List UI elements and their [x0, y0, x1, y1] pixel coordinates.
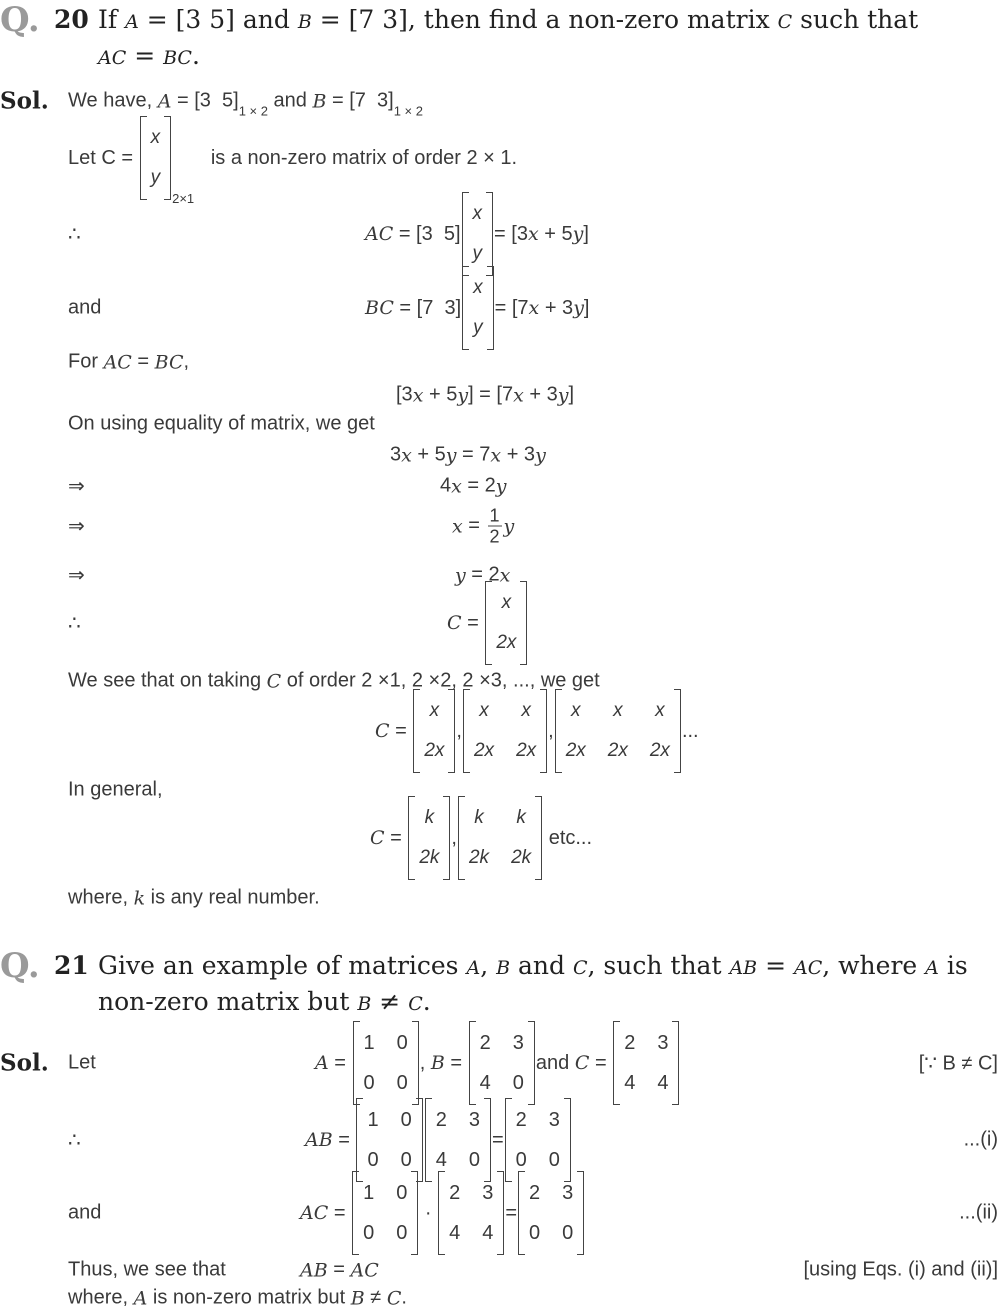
expression: [68, 887, 320, 910]
math-variable: A: [157, 90, 172, 112]
math-text: = [3: [494, 222, 528, 245]
right-bracket: [540, 689, 547, 773]
expression: [68, 116, 518, 206]
math-text: ] = [7: [468, 383, 514, 406]
question-number: 20: [54, 5, 89, 34]
matrix-cell: 4: [435, 1148, 447, 1171]
expression: [365, 266, 589, 350]
matrix-cell: 0: [400, 1108, 412, 1131]
matrix-cell: y: [150, 167, 161, 188]
right-bracket: [484, 1098, 491, 1182]
math-text: of order 2 ×1, 2 ×2, 2 ×3, ..., we get: [281, 669, 600, 692]
math-text: ...: [681, 719, 699, 742]
question-marker: Q.: [0, 0, 40, 40]
question-marker: Q.: [0, 946, 40, 986]
matrix-cells: [620, 1021, 672, 1105]
math-variable: x: [499, 564, 511, 586]
matrix-cell: 0: [468, 1148, 480, 1171]
math-variable: C: [447, 612, 462, 634]
math-variable: y: [457, 384, 469, 406]
math-text: = [7: [494, 296, 529, 319]
math-text: =: [505, 1201, 518, 1224]
matrix-cell: 0: [515, 1148, 527, 1171]
left-bracket: [613, 1021, 620, 1105]
matrix-cell: 2: [479, 1031, 491, 1054]
matrix-cell: 3: [562, 1181, 574, 1204]
equation-note: [using Eqs. (i) and (ii)]: [803, 1258, 998, 1281]
right-bracket: [443, 796, 450, 880]
matrix: [458, 796, 542, 880]
math-variable: A: [315, 1052, 329, 1074]
math-text: ]: [583, 296, 590, 319]
math-variable: C: [370, 827, 385, 849]
matrix-cell: 4: [479, 1071, 491, 1094]
math-text: =: [327, 1258, 351, 1281]
line-label: and: [68, 1201, 102, 1224]
math-variable: AB: [300, 1259, 328, 1281]
left-bracket: [555, 689, 562, 773]
math-text: = [7 3]: [393, 296, 462, 319]
matrix: [425, 1098, 491, 1182]
math-text: ]: [583, 222, 589, 245]
left-bracket: [462, 192, 469, 276]
matrix-cells: [147, 116, 165, 200]
math-text: is non-zero matrix but: [147, 1286, 351, 1309]
math-text: =: [589, 1051, 613, 1074]
math-text: =: [491, 1128, 504, 1151]
question-number: 21: [54, 951, 89, 980]
matrix-cell: x: [613, 700, 623, 721]
matrix-cell: 0: [396, 1221, 408, 1244]
math-text: We see that on taking: [68, 669, 267, 692]
denominator: 2: [489, 526, 500, 547]
left-bracket: [356, 1098, 363, 1182]
matrix: [140, 116, 172, 200]
math-text: =: [328, 1051, 352, 1074]
math-text: = 2: [461, 474, 496, 497]
subscript: 1 × 2: [393, 103, 423, 119]
matrix-cell: 1: [363, 1031, 375, 1054]
matrix-cell: 3: [548, 1108, 560, 1131]
matrix-cells: [562, 689, 674, 773]
math-text: =: [444, 1051, 468, 1074]
math-variable: x: [527, 223, 539, 245]
math-text: = 7: [456, 443, 491, 466]
matrix-cell: 0: [396, 1031, 408, 1054]
matrix-cell: x: [150, 127, 161, 148]
math-text: In general,: [68, 778, 163, 801]
right-bracket: [535, 796, 542, 880]
question-text-line1: Give an example of matrices A, B and C, such that AB = AC, where A is: [98, 951, 968, 980]
right-bracket: [674, 689, 681, 773]
left-bracket: [505, 1098, 512, 1182]
expression: [452, 506, 514, 547]
matrix-cell: 4: [624, 1071, 636, 1094]
line-label: ⇒: [68, 564, 85, 587]
math-variable: y: [445, 444, 457, 466]
math-text: ,: [419, 1051, 431, 1074]
math-text: + 3: [523, 383, 558, 406]
right-bracket: [577, 1171, 584, 1255]
line-label: ∴: [68, 612, 81, 635]
matrix-cell: k: [424, 807, 435, 828]
matrix-cell: x: [479, 700, 489, 721]
math-variable: C: [386, 1287, 402, 1309]
matrix: [462, 192, 494, 276]
math-variable: BC: [365, 297, 394, 319]
expression: [68, 89, 423, 119]
math-variable: y: [572, 223, 584, 245]
expression: [300, 1259, 379, 1282]
math-variable: C: [574, 1052, 590, 1074]
matrix: [352, 1171, 418, 1255]
matrix: [518, 1171, 584, 1255]
matrix-cell: 3: [512, 1031, 524, 1054]
matrix-cell: 1: [363, 1181, 375, 1204]
math-text: + 5: [411, 443, 446, 466]
matrix-cell: 0: [367, 1148, 379, 1171]
matrix-cell: k: [474, 807, 484, 828]
matrix-cell: 0: [363, 1221, 375, 1244]
math-text: ]: [568, 383, 575, 406]
math-text: ,: [451, 826, 457, 849]
matrix-cell: 2k: [419, 847, 440, 868]
line-label: ∴: [68, 1129, 81, 1152]
matrix: [438, 1171, 504, 1255]
math-variable: y: [503, 515, 515, 537]
math-text: ·: [419, 1201, 438, 1224]
math-text: ,: [456, 719, 462, 742]
math-text: = [7 3]: [326, 89, 394, 112]
math-text: where,: [68, 886, 134, 909]
math-variable: B: [312, 90, 327, 112]
math-variable: x: [412, 384, 424, 406]
math-text: ≠: [364, 1286, 387, 1309]
matrix: [408, 796, 450, 880]
expression: [68, 779, 163, 802]
math-variable: x: [452, 515, 463, 537]
left-bracket: [438, 1171, 445, 1255]
expression: [390, 444, 546, 467]
math-text: + 3: [539, 296, 574, 319]
matrix-cell: 0: [396, 1181, 408, 1204]
matrix-cell: 2: [515, 1108, 527, 1131]
line-label: Let: [68, 1051, 96, 1074]
matrix-cell: 2x: [649, 740, 670, 761]
matrix-cell: 1: [367, 1108, 379, 1131]
matrix-cell: 4: [482, 1221, 494, 1244]
math-variable: AC: [365, 223, 394, 245]
matrix-cell: x: [473, 277, 483, 298]
matrix-cell: y: [473, 317, 483, 338]
matrix-cells: [360, 1021, 412, 1105]
math-variable: AB: [305, 1129, 333, 1151]
expression: [396, 384, 574, 407]
expression: [300, 1171, 585, 1255]
left-bracket: [408, 796, 415, 880]
matrix-cell: 2x: [516, 740, 537, 761]
line-label: ∴: [68, 223, 81, 246]
math-text: where,: [68, 1286, 134, 1309]
math-variable: x: [513, 384, 524, 406]
numerator: 1: [489, 505, 500, 526]
math-variable: x: [401, 444, 412, 466]
math-text: =: [131, 350, 155, 373]
matrix-cells: [359, 1171, 411, 1255]
math-text: .: [401, 1286, 407, 1309]
matrix-cell: 4: [657, 1071, 669, 1094]
math-text: + 5: [423, 383, 458, 406]
math-variable: y: [557, 384, 569, 406]
math-variable: y: [455, 564, 466, 586]
right-bracket: [497, 1171, 504, 1255]
right-bracket: [448, 689, 455, 773]
matrix-cell: 0: [396, 1071, 408, 1094]
math-variable: AC: [103, 351, 132, 373]
matrix-cells: [525, 1171, 577, 1255]
math-text: and: [535, 1051, 575, 1074]
math-text: We have,: [68, 89, 158, 112]
math-variable: BC: [154, 351, 184, 373]
right-bracket: [672, 1021, 679, 1105]
left-bracket: [462, 266, 469, 350]
right-bracket: [564, 1098, 571, 1182]
matrix-cell: x: [472, 203, 483, 224]
expression: [68, 413, 375, 436]
math-text: + 3: [501, 443, 536, 466]
math-text: ,: [548, 719, 554, 742]
math-text: For: [68, 350, 104, 373]
matrix-cells: [492, 581, 520, 665]
subscript: 2×1: [172, 191, 195, 206]
matrix-cell: 4: [449, 1221, 461, 1244]
matrix-cell: 2: [435, 1108, 447, 1131]
matrix-cell: 2: [624, 1031, 636, 1054]
line-label: Thus, we see that: [68, 1258, 226, 1281]
matrix: [413, 689, 455, 773]
expression: [305, 1098, 572, 1182]
matrix-cell: 2: [529, 1181, 541, 1204]
matrix-cells: [469, 266, 487, 350]
math-text: =: [332, 1128, 356, 1151]
expression: [375, 689, 699, 773]
left-bracket: [425, 1098, 432, 1182]
matrix-cell: x: [521, 700, 531, 721]
left-bracket: [352, 1171, 359, 1255]
left-bracket: [469, 1021, 476, 1105]
matrix-cells: [470, 689, 540, 773]
equation-note: ...(i): [963, 1128, 998, 1151]
math-text: + 5: [538, 222, 573, 245]
matrix-cell: 2x: [496, 632, 517, 653]
right-bracket: [520, 581, 527, 665]
matrix-cell: 0: [529, 1221, 541, 1244]
right-bracket: [486, 192, 493, 276]
fraction: [488, 506, 502, 547]
matrix-cell: x: [501, 592, 512, 613]
matrix-cells: [469, 192, 487, 276]
left-bracket: [353, 1021, 360, 1105]
matrix-cell: 2k: [511, 847, 532, 868]
matrix-cell: 2x: [607, 740, 628, 761]
matrix: [555, 689, 681, 773]
matrix-cell: 3: [657, 1031, 669, 1054]
question-text-line2: AC = BC.: [98, 41, 200, 70]
left-bracket: [463, 689, 470, 773]
matrix-cells: [465, 796, 535, 880]
matrix: [463, 689, 547, 773]
math-variable: k: [133, 887, 146, 909]
right-bracket: [412, 1021, 419, 1105]
matrix: [356, 1098, 422, 1182]
math-text: is any real number.: [145, 886, 320, 909]
matrix-cells: [476, 1021, 528, 1105]
left-bracket: [140, 116, 147, 200]
math-variable: y: [535, 444, 546, 466]
line-label: and: [68, 296, 102, 319]
matrix-cell: 2k: [468, 847, 490, 868]
expression: [447, 581, 528, 665]
math-text: = [3 5]: [171, 89, 239, 112]
matrix-cell: x: [570, 700, 581, 721]
matrix: [505, 1098, 571, 1182]
matrix-cells: [445, 1171, 497, 1255]
matrix-cell: 0: [400, 1148, 412, 1171]
math-text: ,: [183, 350, 190, 373]
math-variable: A: [133, 1287, 148, 1309]
left-bracket: [458, 796, 465, 880]
expression: [370, 796, 592, 880]
math-text: =: [384, 826, 408, 849]
math-variable: AC: [300, 1202, 329, 1224]
math-variable: B: [430, 1052, 445, 1074]
matrix-cell: x: [655, 700, 665, 721]
math-text: is a non-zero matrix of order 2 × 1.: [194, 146, 518, 169]
subscript: 1 × 2: [238, 103, 268, 119]
math-text: 3: [390, 443, 402, 466]
math-text: =: [462, 514, 486, 537]
matrix-cell: 0: [512, 1071, 524, 1094]
matrix-cell: x: [429, 700, 440, 721]
math-text: = [3 5]: [393, 222, 461, 245]
matrix-cells: [432, 1098, 484, 1182]
matrix-cell: 2x: [565, 740, 586, 761]
matrix-cell: k: [516, 807, 526, 828]
question-text-line1: If A = [3 5] and B = [7 3], then find a non-zero matrix C such that: [98, 5, 919, 34]
math-variable: x: [451, 475, 462, 497]
matrix-cell: 0: [548, 1148, 560, 1171]
math-text: etc...: [543, 826, 593, 849]
right-bracket: [528, 1021, 535, 1105]
line-label: ⇒: [68, 475, 85, 498]
matrix: [485, 581, 527, 665]
expression: [440, 475, 507, 498]
math-text: =: [328, 1201, 352, 1224]
right-bracket: [164, 116, 171, 200]
math-variable: y: [495, 475, 507, 497]
matrix-cell: 3: [468, 1108, 480, 1131]
left-bracket: [413, 689, 420, 773]
math-variable: C: [375, 720, 390, 742]
math-text: 4: [440, 474, 452, 497]
equation-note: ...(ii): [959, 1201, 998, 1224]
matrix-cells: [415, 796, 443, 880]
expression: [315, 1021, 680, 1105]
matrix-cell: 2: [449, 1181, 461, 1204]
solution-label: Sol.: [0, 1049, 49, 1077]
matrix: [462, 266, 494, 350]
math-variable: B: [350, 1287, 365, 1309]
left-bracket: [518, 1171, 525, 1255]
expression: [365, 192, 589, 276]
math-text: Let C =: [68, 146, 139, 169]
matrix-cells: [512, 1098, 564, 1182]
expression: [68, 1287, 407, 1310]
math-text: =: [389, 719, 413, 742]
math-text: and: [267, 89, 313, 112]
matrix-cell: 0: [562, 1221, 574, 1244]
math-text: [3: [396, 383, 413, 406]
solution-label: Sol.: [0, 87, 49, 115]
matrix-cells: [420, 689, 448, 773]
matrix: [613, 1021, 679, 1105]
equation-note: [∵ B ≠ C]: [918, 1052, 998, 1075]
math-variable: x: [490, 444, 502, 466]
math-text: = 2: [465, 563, 500, 586]
matrix-cell: y: [472, 243, 483, 264]
right-bracket: [411, 1171, 418, 1255]
line-label: ⇒: [68, 515, 85, 538]
matrix: [353, 1021, 419, 1105]
right-bracket: [487, 266, 494, 350]
matrix-cell: 2x: [424, 740, 445, 761]
math-text: =: [461, 611, 485, 634]
matrix-cells: [363, 1098, 415, 1182]
math-variable: x: [528, 297, 540, 319]
matrix-cell: 2x: [473, 740, 495, 761]
left-bracket: [485, 581, 492, 665]
matrix: [469, 1021, 535, 1105]
math-variable: C: [266, 670, 282, 692]
math-variable: y: [573, 297, 584, 319]
question-text-line2: non-zero matrix but B ≠ C.: [98, 987, 431, 1016]
right-bracket: [416, 1098, 423, 1182]
math-text: On using equality of matrix, we get: [68, 412, 375, 435]
matrix-cell: 0: [363, 1071, 375, 1094]
matrix-cell: 3: [482, 1181, 494, 1204]
expression: [68, 351, 189, 374]
math-variable: AC: [350, 1259, 379, 1281]
